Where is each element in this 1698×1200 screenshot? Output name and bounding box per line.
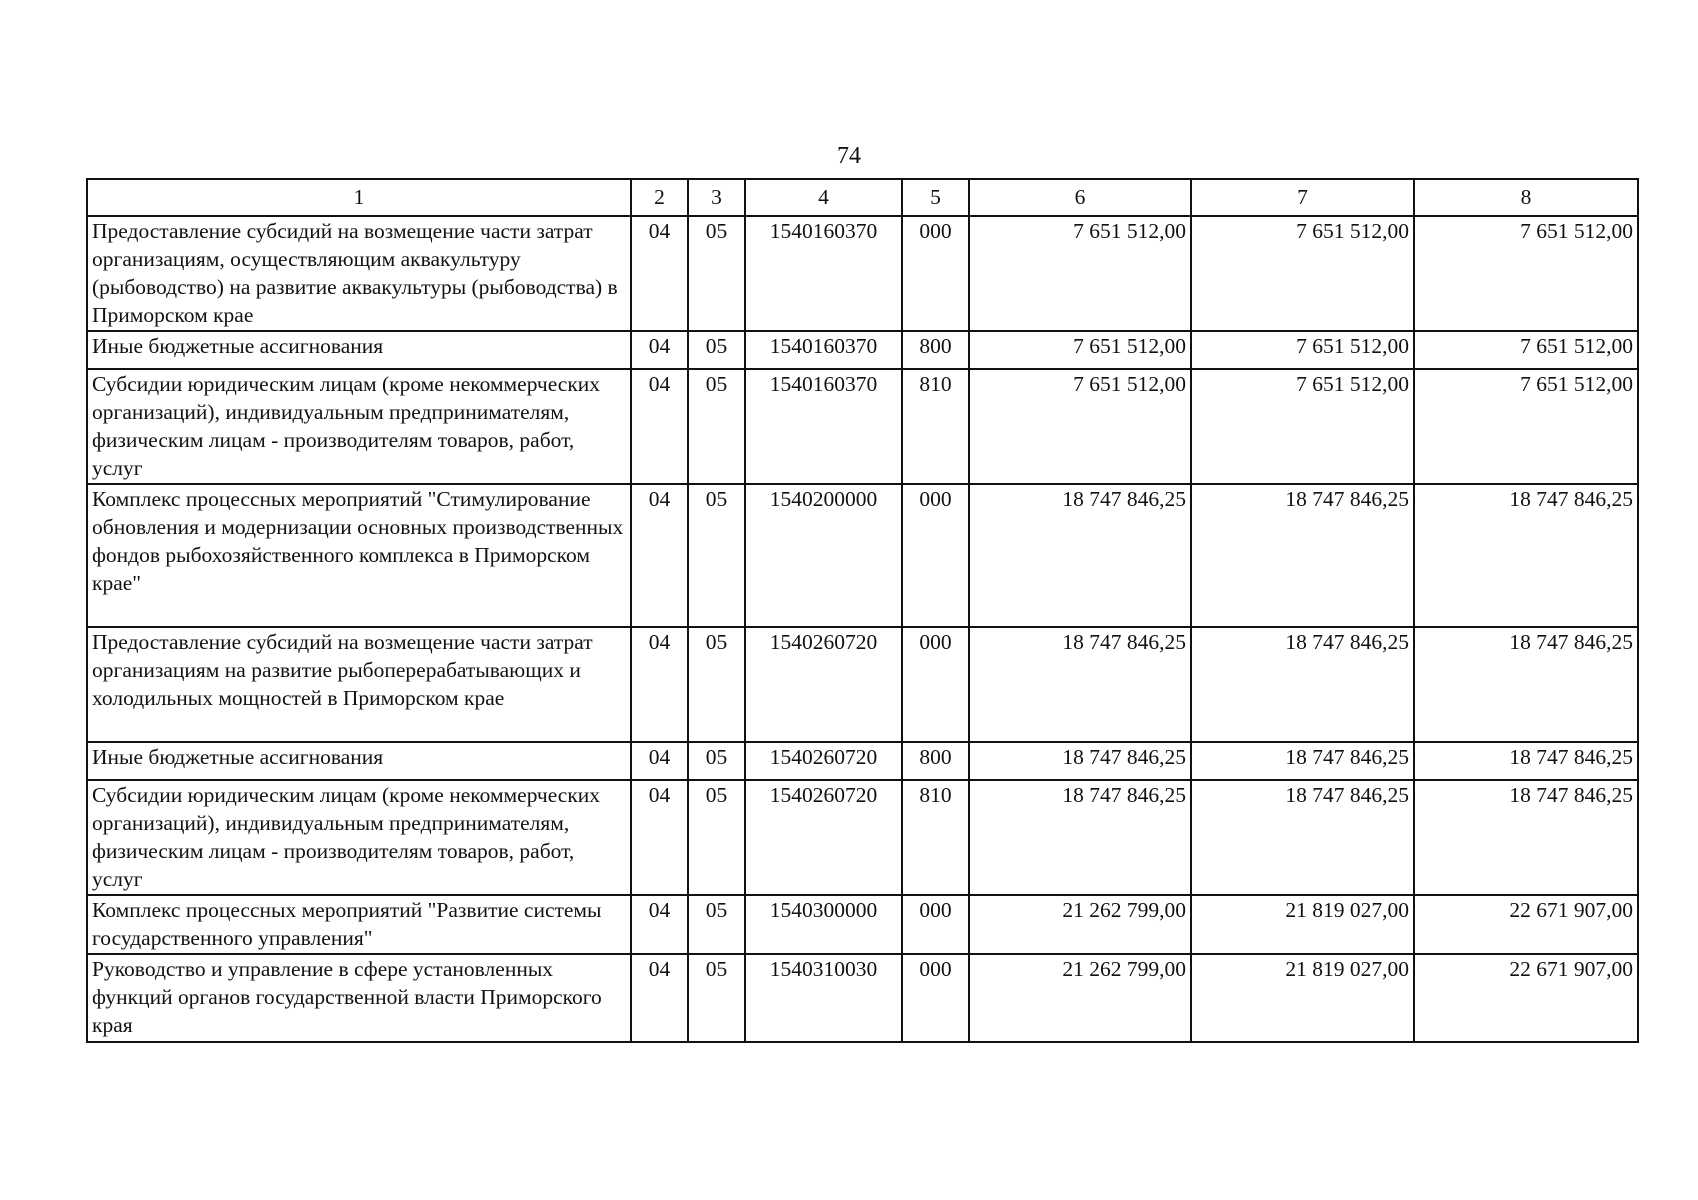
amount-col-7: 18 747 846,25 [1191, 742, 1414, 780]
expense-type-code: 810 [902, 369, 969, 484]
amount-col-6: 7 651 512,00 [969, 216, 1191, 331]
row-name: Предоставление субсидий на возмещение части затрат организациям, осуществляющим аквакультуру (рыбоводство) на развитие аквакультуры (рыбоводства) в Приморском крае [87, 216, 631, 331]
section-code: 04 [631, 369, 688, 484]
expense-type-code: 000 [902, 627, 969, 742]
target-article-code: 1540200000 [745, 484, 902, 627]
amount-col-6: 18 747 846,25 [969, 780, 1191, 895]
expense-type-code: 000 [902, 216, 969, 331]
expense-type-code: 000 [902, 954, 969, 1042]
expense-type-code: 800 [902, 331, 969, 369]
amount-col-7: 7 651 512,00 [1191, 369, 1414, 484]
header-row [87, 179, 1638, 216]
amount-col-7: 18 747 846,25 [1191, 484, 1414, 627]
table-row [87, 742, 1638, 780]
section-code: 04 [631, 331, 688, 369]
amount-col-8: 7 651 512,00 [1414, 216, 1638, 331]
amount-col-6: 7 651 512,00 [969, 331, 1191, 369]
table-row [87, 780, 1638, 895]
subsection-code: 05 [688, 627, 745, 742]
column-header-5: 5 [902, 179, 969, 216]
subsection-code: 05 [688, 484, 745, 627]
column-header-1: 1 [87, 179, 631, 216]
subsection-code: 05 [688, 954, 745, 1042]
target-article-code: 1540300000 [745, 895, 902, 954]
amount-col-8: 18 747 846,25 [1414, 627, 1638, 742]
expense-type-code: 810 [902, 780, 969, 895]
subsection-code: 05 [688, 895, 745, 954]
table-row [87, 331, 1638, 369]
amount-col-6: 18 747 846,25 [969, 742, 1191, 780]
amount-col-7: 21 819 027,00 [1191, 895, 1414, 954]
amount-col-8: 7 651 512,00 [1414, 369, 1638, 484]
amount-col-6: 18 747 846,25 [969, 627, 1191, 742]
row-name: Субсидии юридическим лицам (кроме некоммерческих организаций), индивидуальным предпринимателям, физическим лицам - производителям товаров, работ, услуг [87, 780, 631, 895]
table-row [87, 216, 1638, 331]
amount-col-6: 21 262 799,00 [969, 895, 1191, 954]
target-article-code: 1540160370 [745, 331, 902, 369]
table-row [87, 627, 1638, 742]
expense-type-code: 000 [902, 484, 969, 627]
row-name: Комплекс процессных мероприятий "Развитие системы государственного управления" [87, 895, 631, 954]
subsection-code: 05 [688, 331, 745, 369]
amount-col-8: 18 747 846,25 [1414, 484, 1638, 627]
target-article-code: 1540310030 [745, 954, 902, 1042]
subsection-code: 05 [688, 780, 745, 895]
amount-col-8: 18 747 846,25 [1414, 742, 1638, 780]
amount-col-6: 21 262 799,00 [969, 954, 1191, 1042]
amount-col-7: 7 651 512,00 [1191, 216, 1414, 331]
budget-table [86, 178, 1639, 1043]
column-header-4: 4 [745, 179, 902, 216]
target-article-code: 1540260720 [745, 627, 902, 742]
section-code: 04 [631, 954, 688, 1042]
subsection-code: 05 [688, 742, 745, 780]
expense-type-code: 800 [902, 742, 969, 780]
column-header-8: 8 [1414, 179, 1638, 216]
column-header-6: 6 [969, 179, 1191, 216]
section-code: 04 [631, 895, 688, 954]
table-row [87, 369, 1638, 484]
amount-col-7: 7 651 512,00 [1191, 331, 1414, 369]
subsection-code: 05 [688, 216, 745, 331]
amount-col-7: 18 747 846,25 [1191, 627, 1414, 742]
amount-col-8: 7 651 512,00 [1414, 331, 1638, 369]
amount-col-8: 18 747 846,25 [1414, 780, 1638, 895]
amount-col-6: 7 651 512,00 [969, 369, 1191, 484]
page-number: 74 [837, 143, 861, 169]
row-name: Иные бюджетные ассигнования [87, 331, 631, 369]
amount-col-7: 21 819 027,00 [1191, 954, 1414, 1042]
amount-col-6: 18 747 846,25 [969, 484, 1191, 627]
section-code: 04 [631, 627, 688, 742]
row-name: Комплекс процессных мероприятий "Стимулирование обновления и модернизации основных производственных фондов рыбохозяйственного комплекса в Приморском крае" [87, 484, 631, 627]
section-code: 04 [631, 484, 688, 627]
subsection-code: 05 [688, 369, 745, 484]
row-name: Руководство и управление в сфере установленных функций органов государственной власти Приморского края [87, 954, 631, 1042]
target-article-code: 1540260720 [745, 742, 902, 780]
section-code: 04 [631, 780, 688, 895]
row-name: Иные бюджетные ассигнования [87, 742, 631, 780]
table-row [87, 895, 1638, 954]
table-row [87, 954, 1638, 1042]
amount-col-8: 22 671 907,00 [1414, 895, 1638, 954]
column-header-7: 7 [1191, 179, 1414, 216]
column-header-3: 3 [688, 179, 745, 216]
amount-col-7: 18 747 846,25 [1191, 780, 1414, 895]
table-row [87, 484, 1638, 627]
expense-type-code: 000 [902, 895, 969, 954]
column-header-2: 2 [631, 179, 688, 216]
amount-col-8: 22 671 907,00 [1414, 954, 1638, 1042]
target-article-code: 1540160370 [745, 369, 902, 484]
target-article-code: 1540260720 [745, 780, 902, 895]
row-name: Субсидии юридическим лицам (кроме некоммерческих организаций), индивидуальным предпринимателям, физическим лицам - производителям товаров, работ, услуг [87, 369, 631, 484]
section-code: 04 [631, 742, 688, 780]
row-name: Предоставление субсидий на возмещение части затрат организациям на развитие рыбоперерабатывающих и холодильных мощностей в Приморском крае [87, 627, 631, 742]
target-article-code: 1540160370 [745, 216, 902, 331]
section-code: 04 [631, 216, 688, 331]
